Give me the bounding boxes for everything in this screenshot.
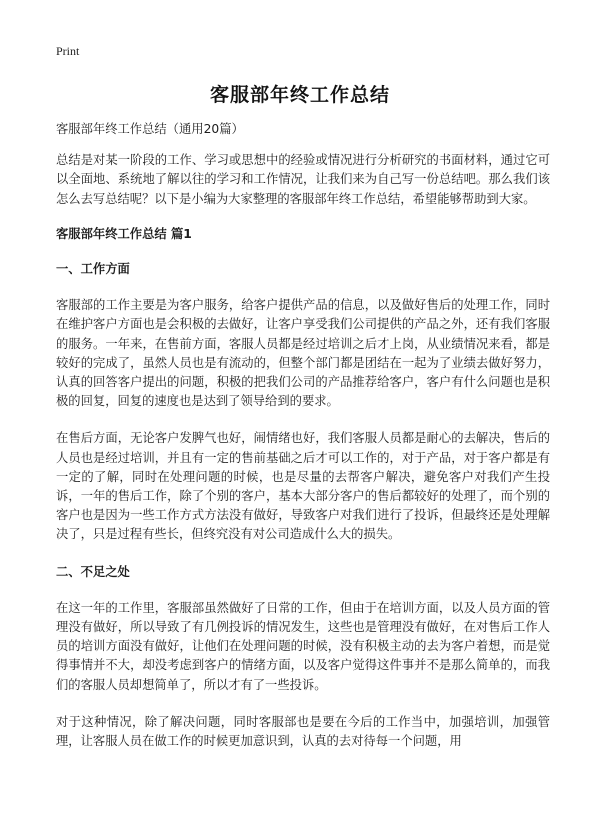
intro-paragraph: 总结是对某一阶段的工作、学习或思想中的经验或情况进行分析研究的书面材料，通过它可以全面地、系统地了解以往的学习和工作情况，让我们来为自己写一份总结吧。那么我们该怎么去写总结呢？以下是小编为大家整理的客服部年终工作总结，希望能够帮助到大家。 [56, 153, 550, 206]
work-paragraph-1: 客服部的工作主要是为客户服务，给客户提供产品的信息，以及做好售后的处理工作，同时在维护客户方面也是会积极的去做好，让客户享受我们公司提供的产品之外，还有我们客服的服务。一年来，在售前方面，客服人员都是经过培训之后才上岗，从业绩情况来看，都是较好的完成了，虽然人员也是有流动的，但整个部门都是团结在一起为了业绩去做好努力，认真的回答客户提出的问题，积极的把我们公司的产品推荐给客户，客户有什么问题也是积极的回复，回复的速度也是达到了领导给到的要求。 [56, 298, 550, 409]
document-subtitle: 客服部年终工作总结（通用20篇） [56, 122, 244, 136]
print-link[interactable]: Print [56, 44, 80, 58]
article-heading: 客服部年终工作总结 篇1 [56, 226, 192, 241]
work-paragraph-2: 在售后方面，无论客户发脾气也好，闹情绪也好，我们客服人员都是耐心的去解决，售后的人员也是经过培训，并且有一定的售前基础之后才可以工作的，对于产品，对于客户都是有一定的了解，同时在处理问题的时候，也是尽量的去帮客户解决，避免客户对我们产生投诉，一年的售后工作，除了个别的客户，基本大部分客户的售后都较好的处理了，而个别的客户也是因为一些工作方式方法没有做好，导致客户对我们进行了投诉，但最终还是处理解决了，只是过程有些长，但终究没有对公司造成什么大的损失。 [56, 431, 550, 542]
document-title: 客服部年终工作总结 [209, 84, 390, 106]
shortcomings-paragraph-1: 在这一年的工作里，客服部虽然做好了日常的工作，但由于在培训方面，以及人员方面的管理没有做好，所以导致了有几例投诉的情况发生，这些也是管理没有做好，在对售后工作人员的培训方面没有做好，让他们在处理问题的时候，没有积极主动的去为客户着想，而是觉得事情并不大，却没考虑到客户的情绪方面，以及客户觉得这件事并不是那么简单的，而我们的客服人员却想简单了，所以才有了一些投诉。 [56, 600, 550, 692]
shortcomings-paragraph-2: 对于这种情况，除了解决问题，同时客服部也是要在今后的工作当中，加强培训，加强管理，让客服人员在做工作的时候更加意识到，认真的去对待每一个问题，用 [56, 714, 550, 749]
section-heading-work: 一、工作方面 [56, 262, 130, 277]
document-body [56, 120, 550, 769]
section-heading-shortcomings: 二、不足之处 [56, 564, 130, 579]
